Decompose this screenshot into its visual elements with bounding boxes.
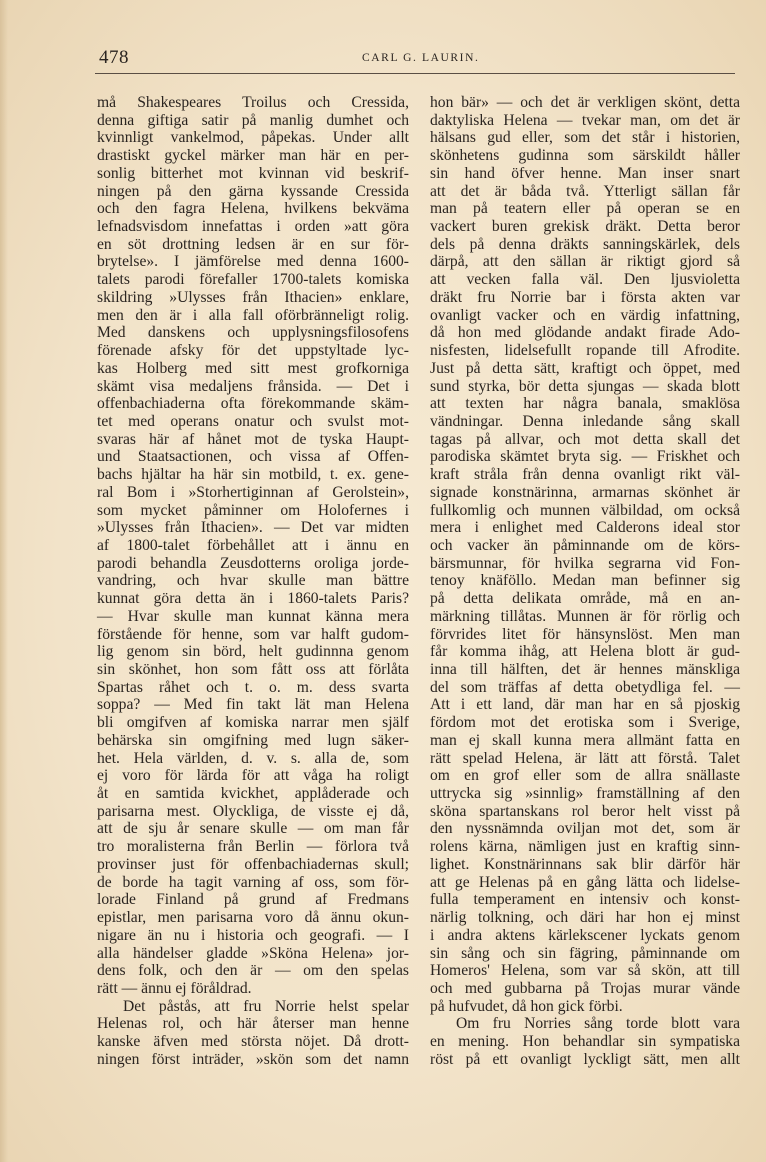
- text-line: närlig tolkning, och däri har hon ej minst: [430, 909, 740, 927]
- text-line: lighet. Konstnärinnans sak blir därför här: [430, 855, 740, 873]
- text-line: fulla temperament en intensiv och konst-: [430, 891, 740, 909]
- text-line: svaras här af hånet mot de tyska Haupt-: [97, 430, 409, 448]
- text-line: hon bär» — och det är verkligen skönt, detta: [430, 94, 740, 111]
- text-line: de borde ha tagit varning af oss, som för-: [97, 873, 409, 891]
- text-line: den nyssnämnda oviljan mot det, som är: [430, 820, 740, 838]
- text-line: drastiskt gyckel märker man här en per-: [97, 147, 409, 165]
- text-line: daktyliska Helena — tvekar man, om det är: [430, 111, 740, 129]
- text-line: sin hand öfver henne. Man inser snart: [430, 164, 740, 182]
- paragraph: [97, 94, 409, 998]
- text-line: parodiska skämtet bryta sig. — Friskhet och: [430, 448, 740, 466]
- text-line: kanske äfven med största nöjet. Då drott-: [97, 1033, 409, 1051]
- text-line: lorade Finland på grund af Fredmans: [97, 891, 409, 909]
- text-line: tet med operans onatur och svulst mot-: [97, 412, 409, 430]
- text-line: på detta delikata område, må en an-: [430, 590, 740, 608]
- text-line: parodi behandla Zeusdotterns oroliga jorde-: [97, 554, 409, 572]
- text-line: denna giftiga satir på manlig dumhet och: [97, 111, 409, 129]
- text-line: ovanligt vacker och en värdig infattning,: [430, 306, 740, 324]
- text-line: vandring, och hvar skulle man bättre: [97, 572, 409, 590]
- text-line: skildring »Ulysses från Ithacien» enklare,: [97, 288, 409, 306]
- text-line: på hufvudet, då hon gick förbi.: [430, 997, 623, 1015]
- text-line: att ge Helenas på en gång lätta och lidelse-: [430, 873, 740, 891]
- text-line: kraft stråla från denna ovanligt rikt väl-: [430, 466, 740, 484]
- text-line: sköna spartanskans rol beror helt visst på: [430, 802, 740, 820]
- text-line: Homeros' Helena, som var så skön, att till: [430, 962, 740, 980]
- text-line: märkning tillåtas. Munnen är för rörlig och: [430, 607, 740, 625]
- text-line: lefnadsvisdom innefattas i orden »att göra: [97, 218, 409, 236]
- text-line: Just på detta sätt, kraftigt och öppet, med: [430, 359, 740, 377]
- text-line: förvrides litet för hänsynslöst. Men man: [430, 625, 740, 643]
- text-line: vändningar. Denna inledande sång skall: [430, 412, 740, 430]
- text-line: tenoy knäföllo. Medan man befinner sig: [430, 572, 740, 590]
- text-line: fördom mot det erotiska som i Sverige,: [430, 714, 740, 732]
- text-line: kvinnligt vankelmod, påpekas. Under allt: [97, 129, 409, 147]
- text-line: uttrycka sig »sinnlig» framställning af den: [430, 785, 740, 803]
- text-line: om en grof eller som de allra snällaste: [430, 767, 740, 785]
- text-line: att texten har några banala, smaklösa: [430, 395, 740, 413]
- text-line: vackert buren grekisk dräkt. Detta beror: [430, 218, 740, 236]
- text-line: man på teatern eller på operan se en: [430, 200, 740, 218]
- text-line: bli omgifven af komiska narrar men själf: [97, 714, 409, 732]
- text-line: ningen först inträder, »skön som det namn: [97, 1050, 409, 1068]
- text-line: röst på ett ovanligt lyckligt sätt, men allt: [430, 1050, 740, 1068]
- text-line: sin skönhet, hon som fått oss att förlåta: [97, 661, 409, 678]
- text-line: epistlar, men parisarna voro då ännu okun-: [97, 909, 409, 927]
- text-line: förstående för henne, som var halft gudom-: [97, 625, 409, 643]
- text-line: i andra aktens kärlekscener lyckats genom: [430, 926, 740, 944]
- text-line: åt en samtida kvickhet, applåderade och: [97, 785, 409, 803]
- text-line: att det är båda två. Ytterligt sällan får: [430, 182, 740, 200]
- text-line: Att i ett land, där man har en så pjoskig: [430, 696, 740, 714]
- text-line: hälsans gud eller, som det står i historien,: [430, 129, 740, 147]
- text-line: und Staatsactionen, och vissa af Offen-: [97, 448, 409, 466]
- text-line: man ej skall kunna mera allmänt fatta en: [430, 731, 740, 749]
- text-line: men den är i alla fall oförbränneligt rolig.: [97, 306, 409, 324]
- text-line: parisarna mest. Olyckliga, de visste ej då,: [97, 802, 409, 820]
- text-line: nigare än nu i historia och geografi. — I: [97, 926, 409, 944]
- text-line: — Hvar skulle man kunnat känna mera: [97, 607, 409, 625]
- paragraph: [97, 998, 409, 1069]
- text-line: Med danskens och upplysningsfilosofens: [97, 324, 409, 342]
- text-line: må Shakespeares Troilus och Cressida,: [97, 94, 409, 111]
- text-line: och den fagra Helena, hvilkens bekväma: [97, 200, 409, 218]
- text-line: tagas på allvar, och mot detta skall det: [430, 430, 740, 448]
- text-line: då hon med glödande andakt firade Ado-: [430, 324, 740, 342]
- text-line: att de sju år senare skulle — om man får: [97, 820, 409, 838]
- text-line: bachs hjältar ha här sin motbild, t. ex. gene-: [97, 466, 409, 484]
- text-line: del som träffas af detta obetydliga fel. —: [430, 678, 740, 696]
- text-line: af 1800-talet förbehållet att i ännu en: [97, 536, 409, 554]
- text-line: rolens kärna, nämligen just en kraftig sinn-: [430, 838, 740, 856]
- text-line: inna till hälften, det är hennes mänskliga: [430, 661, 740, 678]
- text-line: sonlig bitterhet mot kvinnan vid beskrif-: [97, 164, 409, 182]
- text-line: het. Hela världen, d. v. s. alla de, som: [97, 749, 409, 767]
- text-line: fullkomlig och munnen välbildad, om också: [430, 501, 740, 519]
- text-line: en mening. Hon behandlar sin sympatiska: [430, 1033, 740, 1051]
- page-edge-shadow: [0, 0, 8, 1162]
- text-line: får komma ihåg, att Helena blott är gud-: [430, 643, 740, 661]
- text-line: »Ulysses från Ithacien». — Det var midten: [97, 519, 409, 537]
- text-line: offenbachiaderna ofta förekommande skäm-: [97, 395, 409, 413]
- text-line: bärsmunnar, för hvilka segrarna vid Fon-: [430, 554, 740, 572]
- text-line: behärska sin omgifning med lugn säker-: [97, 731, 409, 749]
- text-line: ral Bom i »Storhertiginnan af Gerolstein»,: [97, 483, 409, 501]
- text-line: mera i enlighet med Calderons ideal stor: [430, 519, 740, 537]
- text-line: dens folk, och den är — om den spelas: [97, 962, 409, 980]
- text-line: dräkt fru Norrie bar i första akten var: [430, 288, 740, 306]
- text-line: och med gubbarna på Trojas murar vände: [430, 979, 740, 997]
- text-line: rätt — ännu ej föråldrad.: [97, 979, 252, 997]
- text-line: sin sång och sin fägring, påminnande om: [430, 944, 740, 962]
- text-line: provinser just för offenbachiadernas skull;: [97, 855, 409, 873]
- text-line: Helenas rol, och här återser man henne: [97, 1015, 409, 1033]
- paragraph: [430, 94, 740, 1015]
- text-line: Det påstås, att fru Norrie helst spelar: [123, 997, 409, 1015]
- text-line: och vacker än påminnande om de körs-: [430, 536, 740, 554]
- text-line: därpå, att den sällan är riktigt gjord så: [430, 253, 740, 271]
- paragraph: [430, 1015, 740, 1068]
- text-line: soppa? — Med fin takt lät man Helena: [97, 696, 409, 714]
- text-line: en söt drottning ledsen är en sur för-: [97, 235, 409, 253]
- text-line: Spartas råhet och t. o. m. dess svarta: [97, 678, 409, 696]
- text-line: förenade afsky för det uppstyltade lyc-: [97, 342, 409, 360]
- text-line: kunnat göra detta än i 1860-talets Paris?: [97, 590, 409, 608]
- text-line: att vecken falla väl. Den ljusvioletta: [430, 271, 740, 289]
- text-line: brytelse». I jämförelse med denna 1600-: [97, 253, 409, 271]
- text-line: som mycket påminner om Holofernes i: [97, 501, 409, 519]
- running-head: CARL G. LAURIN.: [362, 52, 480, 64]
- text-line: ej voro för lärda för att våga ha roligt: [97, 767, 409, 785]
- text-line: talets parodi förefaller 1700-talets komiska: [97, 271, 409, 289]
- text-line: skönhetens gudinna som särskildt håller: [430, 147, 740, 165]
- text-line: rätt spelad Helena, är lätt att förstå. Talet: [430, 749, 740, 767]
- text-line: Om fru Norries sång torde blott vara: [456, 1015, 740, 1033]
- text-line: skämt visa medaljens frånsida. — Det i: [97, 377, 409, 395]
- text-line: sund styrka, bör detta sjungas — skada blott: [430, 377, 740, 395]
- text-line: lig genom sin börd, helt gudinnna genom: [97, 643, 409, 661]
- header-rule: [95, 73, 735, 74]
- page-number: 478: [99, 47, 129, 68]
- text-line: nisfesten, lidelsefullt ropande till Afrodite.: [430, 342, 740, 360]
- text-line: dels på denna dräkts sanningskärlek, dels: [430, 235, 740, 253]
- text-line: ningen på den gärna kyssande Cressida: [97, 182, 409, 200]
- text-line: signade konstnärinna, armarnas skönhet är: [430, 483, 740, 501]
- text-line: alla händelser gladde »Sköna Helena» jor-: [97, 944, 409, 962]
- left-column: [97, 94, 409, 1069]
- text-line: tro moralisterna från Berlin — förlora två: [97, 838, 409, 856]
- right-column: [430, 94, 740, 1069]
- text-line: kas Holberg med sitt mest grofkorniga: [97, 359, 409, 377]
